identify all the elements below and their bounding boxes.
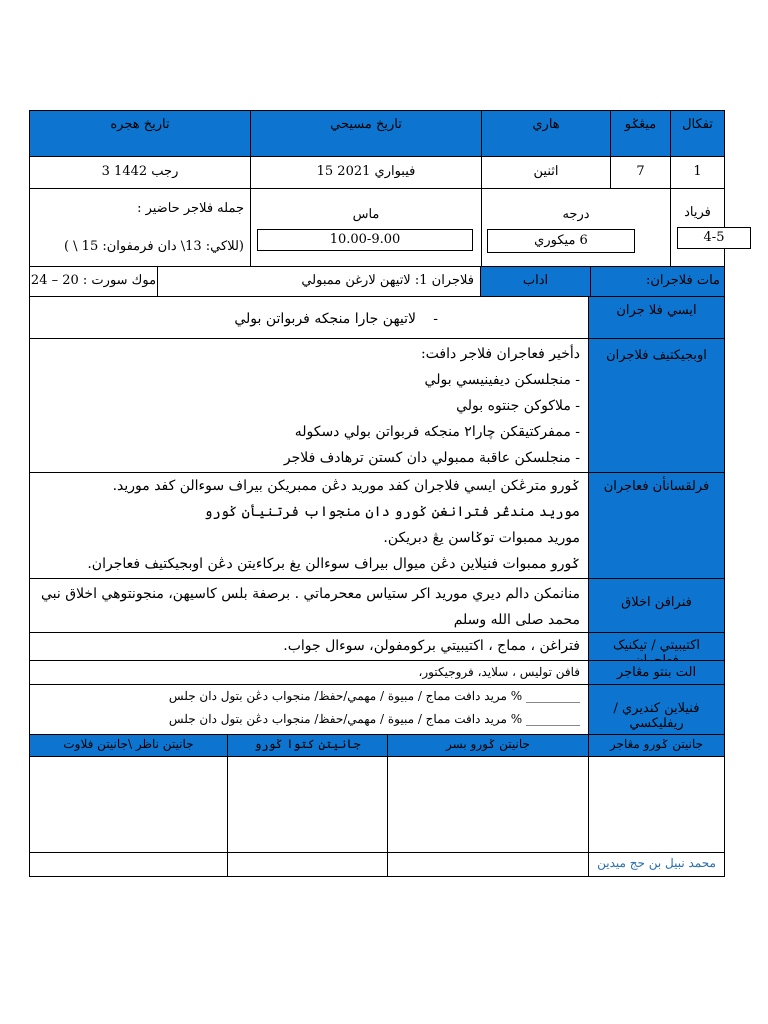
values-row (30, 579, 724, 633)
activities-row (30, 473, 724, 579)
signature-space-senior (387, 757, 588, 853)
info-week: 7 (610, 157, 670, 189)
lesson-title-label: ايسي فلا جران (588, 297, 724, 339)
topic-row (30, 267, 724, 297)
technique-row (30, 633, 724, 661)
objective-item: - ممفرکتيقکن چارا٢ منجکه فربواتن بولي دسکوله (294, 424, 580, 440)
signature-space-teacher (588, 757, 724, 853)
signature-name-teacher-cell (588, 853, 724, 876)
subject-label: فرياد (684, 205, 711, 220)
signature-space-row (30, 757, 724, 853)
objective-item: - ملاکوکن جنتوه بولي (456, 398, 580, 414)
attendance-value: (للاكي: 13\ دان فرمفوان: 15 \ ) (63, 239, 244, 254)
assessment-lines (169, 685, 580, 731)
topic-lesson: فلاجران 1: لاتيهن لارغن ممبولي (157, 267, 480, 297)
tools-label: الت بنتو مڠاجر (588, 661, 724, 685)
header-cell-day: هاري (481, 111, 610, 157)
info-period: 1 (670, 157, 724, 189)
signature-label-teacher: جانيتن ݢورو مڠاجر (588, 735, 724, 757)
lesson-title-cell (30, 297, 588, 339)
grade-cell (481, 189, 670, 267)
header-cell-hijri-date: تاريخ هجره (30, 111, 250, 157)
technique-text: فتراغن ، مماج ، اکتيبيتي برکومفولن، سوءال جواب. (283, 638, 580, 654)
signature-space-deputy (227, 757, 387, 853)
objective-item: - منجلسکن عاقبة ممبولي دان کستن ترهادف فلاجر (283, 450, 580, 466)
info-hijri-date: رجب 1442 3 (30, 157, 250, 189)
time-value-box (257, 229, 473, 251)
assessment-line: _________ % مريد دافت مماج / مبيوة / مهمي/حفظ/ منجواب دڠن بتول دان جلس (168, 712, 580, 726)
activity-item: موريد مندڠر فترانغن ݢورو دان منجواب فرتنيأن ݢورو (204, 504, 580, 520)
signature-name-observer-cell (30, 853, 227, 876)
lesson-title-bullet: - (433, 311, 438, 327)
subject-value-box (677, 227, 751, 249)
objectives-cell (30, 339, 588, 473)
header-cell-gregorian-date: تاريخ مسيحي (250, 111, 481, 157)
subject-cell (670, 189, 724, 267)
lesson-plan-table (29, 110, 725, 877)
signature-label-senior: جانيتن ݢورو بسر (387, 735, 588, 757)
objective-item: دأخير فعاجران فلاجر دافت: (420, 346, 580, 362)
activities-list (87, 473, 580, 577)
tools-row (30, 661, 724, 685)
grade-value: 6 ميکوري (534, 233, 588, 248)
grade-value-box (487, 229, 635, 253)
activity-item: ݢورو ممبوات فنيلاين دڠن ميوال بيراف سوءالن يغ برکاءيتن دڠن اوبجيکتيف فعاجران. (87, 556, 580, 572)
objective-item: - منجلسکن ديفينيسي بولي (424, 372, 580, 388)
time-label: ماس (352, 207, 380, 222)
lesson-title-row (30, 297, 724, 339)
values-text: منانمکن دالم ديري موريد اکر ستياس معحرماتي . برصفة بلس کاسيهن، منجونتوهي اخلاق نبي محمد صلى الله وسلم (40, 586, 580, 628)
tools-text: فافن توليس ، سلايد، فروجيکتور، (418, 665, 580, 679)
tools-cell (30, 661, 588, 685)
info-row (30, 157, 724, 189)
signature-name-senior-cell (387, 853, 588, 876)
assessment-label: فنيلاين كنديري / ريفليكسي (588, 685, 724, 735)
subject-value: 4-5 (703, 230, 725, 245)
details-row (30, 189, 724, 267)
signature-name-row (30, 853, 724, 876)
header-row (30, 111, 724, 157)
attendance-label: جمله فلاجر حاضير : (137, 201, 244, 216)
lesson-title-text: لاتيهن جارا منجكه فربواتن بولي (234, 311, 416, 327)
assessment-line: _________ % مريد دافت مماج / مبيوة / مهمي/حفظ/ منجواب دڠن بتول دان جلس (168, 689, 580, 703)
assessment-cell (30, 685, 588, 735)
topic-label: مات فلاجران: (590, 267, 724, 297)
signature-header-row (30, 735, 724, 757)
attendance-cell (30, 189, 250, 267)
objectives-row (30, 339, 724, 473)
values-label: فنرافن اخلاق (588, 579, 724, 633)
objectives-list (284, 341, 580, 471)
header-cell-week: ميڠݢو (610, 111, 670, 157)
values-cell (30, 579, 588, 633)
grade-label: درجه (562, 207, 590, 222)
signature-label-deputy: جانيتن کتوا ݢورو (227, 735, 387, 757)
objectives-label: اوبجيکتيف فلاجران (588, 339, 724, 473)
activity-item: موريد ممبوات توݢاسن يڠ دبريکن. (383, 530, 580, 546)
signature-space-observer (30, 757, 227, 853)
header-cell-period: تفكال (670, 111, 724, 157)
activity-item: ݢورو مترڠکن ايسي فلاجران کفد موريد دڠن ممبريکن بيراف سوءالن کفد موريد. (112, 478, 580, 494)
technique-cell (30, 633, 588, 661)
signature-label-observer: جانيتن ناظر \جانيتن فلاوت (30, 735, 227, 757)
teacher-name: محمد نبيل بن حج ميدين (597, 856, 716, 870)
activities-label: فرلقسانأن فعاجران (588, 473, 724, 579)
time-cell (250, 189, 481, 267)
time-value: 10.00-9.00 (329, 232, 401, 247)
signature-name-deputy-cell (227, 853, 387, 876)
topic-subject: اداب (480, 267, 590, 297)
technique-label: اکتيبيتي / تيکنيک (588, 633, 724, 661)
info-gregorian-date: فيبواري 2021 15 (250, 157, 481, 189)
info-day: اثنين (481, 157, 610, 189)
activities-cell (30, 473, 588, 579)
topic-surah: موك سورت : 20 – 24 (30, 267, 157, 297)
assessment-row (30, 685, 724, 735)
